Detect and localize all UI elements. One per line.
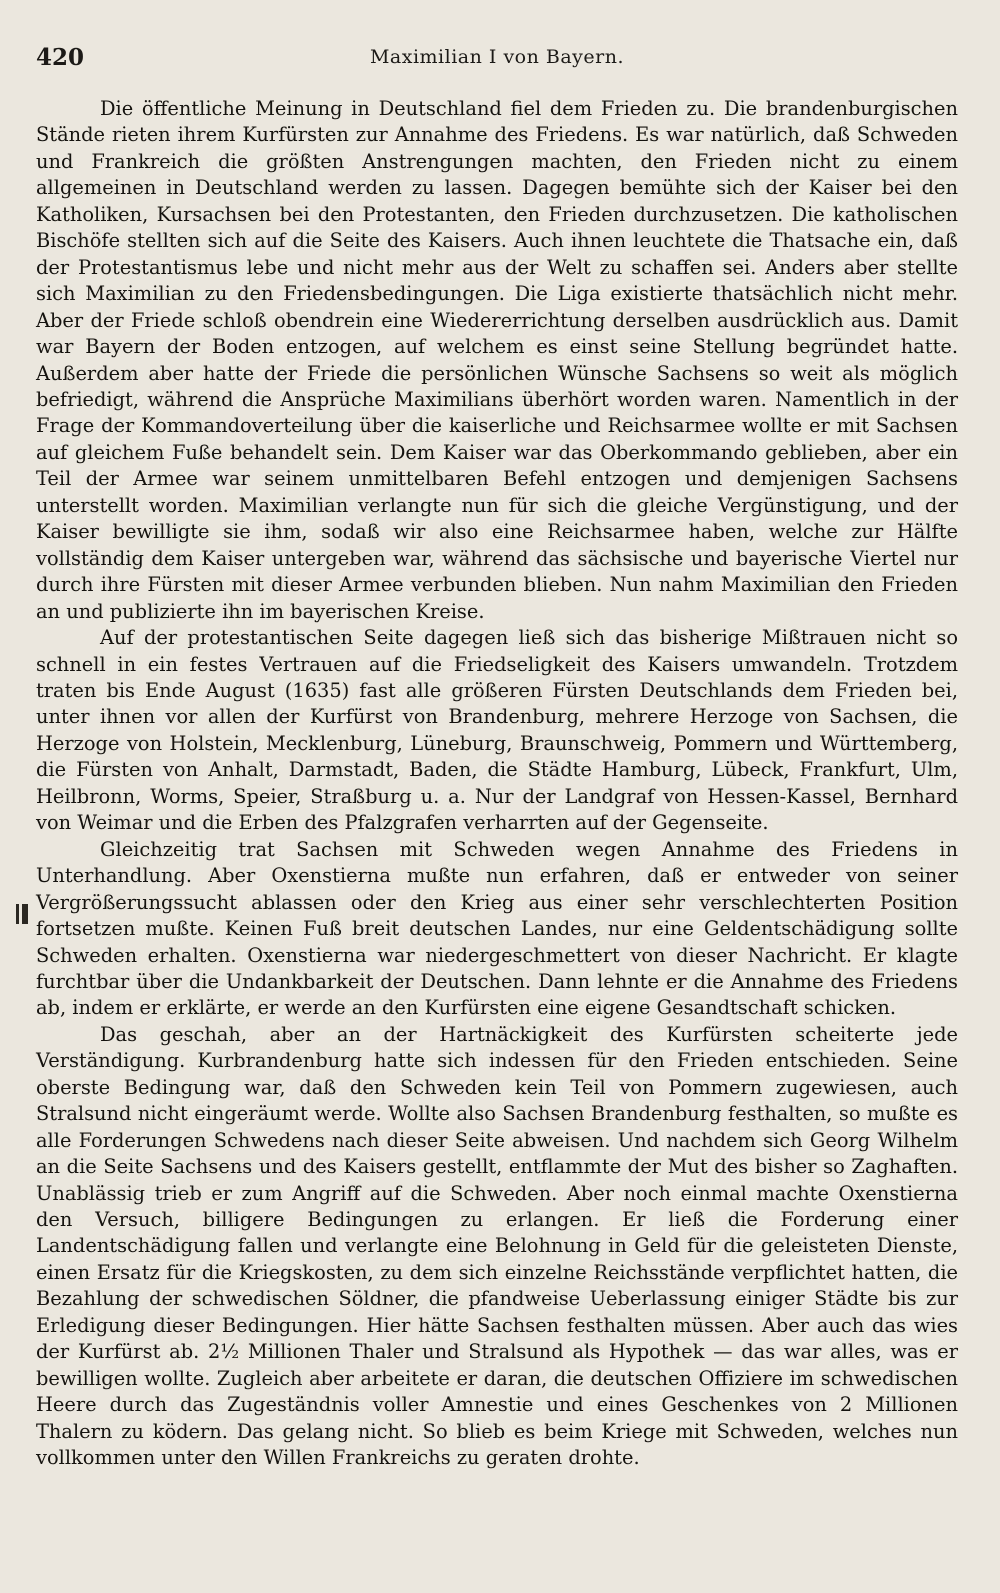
paragraph: Gleichzeitig trat Sachsen mit Schweden wegen Annahme des Friedens in Unterhandlung. Aber Oxenstierna mußte nun erfahren, daß er entweder von seiner Vergrößerungssucht ablassen oder den Krieg aus einer sehr verschlechterten Position fortsetzen mußte. Keinen Fuß breit deutschen Landes, nur eine Geldentschädigung sollte Schweden erhalten. Oxenstierna war niedergeschmettert von dieser Nachricht. Er klagte furchtbar über die Undankbarkeit der Deutschen. Dann lehnte er die Annahme des Friedens ab, indem er erklärte, er werde an den Kurfürsten eine eigene Gesandtschaft schicken.	[36, 837, 958, 1020]
body-text	[36, 96, 958, 1472]
page-header	[30, 44, 964, 78]
margin-mark-icon	[16, 904, 36, 926]
page-number: 420	[36, 44, 85, 71]
running-title: Maximilian I von Bayern.	[369, 46, 625, 68]
paragraph: Auf der protestantischen Seite dagegen ließ sich das bisherige Mißtrauen nicht so schnell in ein festes Vertrauen auf die Friedseligkeit des Kaisers umwandeln. Trotzdem traten bis Ende August (1635) fast alle größeren Fürsten Deutschlands dem Frieden bei, unter ihnen vor allen der Kurfürst von Brandenburg, mehrere Herzoge von Sachsen, die Herzoge von Holstein, Mecklenburg, Lüneburg, Braunschweig, Pommern und Württemberg, die Fürsten von Anhalt, Darmstadt, Baden, die Städte Hamburg, Lübeck, Frankfurt, Ulm, Heilbronn, Worms, Speier, Straßburg u. a. Nur der Landgraf von Hessen-Kassel, Bernhard von Weimar und die Erben des Pfalzgrafen verharrten auf der Gegenseite.	[36, 626, 958, 835]
paragraph: Die öffentliche Meinung in Deutschland fiel dem Frieden zu. Die brandenburgischen Stände rieten ihrem Kurfürsten zur Annahme des Friedens. Es war natürlich, daß Schweden und Frankreich die größten Anstrengungen machten, den Frieden nicht zu einem allgemeinen in Deutschland werden zu lassen. Dagegen bemühte sich der Kaiser bei den Katholiken, Kursachsen bei den Protestanten, den Frieden durchzusetzen. Die katholischen Bischöfe stellten sich auf die Seite des Kaisers. Auch ihnen leuchtete die Thatsache ein, daß der Protestantismus lebe und nicht mehr aus der Welt zu schaffen sei. Anders aber stellte sich Maximilian zu den Friedensbedingungen. Die Liga existierte thatsächlich nicht mehr. Aber der Friede schloß obendrein eine Wiedererrichtung derselben ausdrücklich aus. Damit war Bayern der Boden entzogen, auf welchem es einst seine Stellung begründet hatte. Außerdem aber hatte der Friede die persönlichen Wünsche Sachsens so weit als möglich befriedigt, während die Ansprüche Maximilians überhört worden waren. Namentlich in der Frage der Kommandoverteilung über die kaiserliche und Reichsarmee wollte er mit Sachsen auf gleichem Fuße behandelt sein. Dem Kaiser war das Oberkommando geblieben, aber ein Teil der Armee war seinem unmittelbaren Befehl entzogen und demjenigen Sachsens unterstellt worden. Maximilian verlangte nun für sich die gleiche Vergünstigung, und der Kaiser bewilligte sie ihm, sodaß wir also eine Reichsarmee haben, welche zur Hälfte vollständig dem Kaiser untergeben war, während das sächsische und bayerische Viertel nur durch ihre Fürsten mit dieser Armee verbunden blieben. Nun nahm Maximilian den Frieden an und publizierte ihn im bayerischen Kreise.	[36, 97, 958, 623]
paragraph: Das geschah, aber an der Hartnäckigkeit des Kurfürsten scheiterte jede Verständigung. Kurbrandenburg hatte sich indessen für den Frieden entschieden. Seine oberste Bedingung war, daß den Schweden kein Teil von Pommern zugewiesen, auch Stralsund nicht eingeräumt werde. Wollte also Sachsen Brandenburg festhalten, so mußte es alle Forderungen Schwedens nach dieser Seite abweisen. Und nachdem sich Georg Wilhelm an die Seite Sachsens und des Kaisers gestellt, entflammte der Mut des bisher so Zaghaften. Unablässig trieb er zum Angriff auf die Schweden. Aber noch einmal machte Oxenstierna den Versuch, billigere Bedingungen zu erlangen. Er ließ die Forderung einer Landentschädigung fallen und verlangte eine Belohnung in Geld für die geleisteten Dienste, einen Ersatz für die Kriegskosten, zu dem sich einzelne Reichsstände verpflichtet hatten, die Bezahlung der schwedischen Söldner, die pfandweise Ueberlassung einiger Städte bis zur Erledigung dieser Bedingungen. Hier hätte Sachsen festhalten müssen. Aber auch das wies der Kurfürst ab. 2½ Millionen Thaler und Stralsund als Hypothek — das war alles, was er bewilligen wollte. Zugleich aber arbeitete er daran, die deutschen Offiziere im schwedischen Heere durch das Zugeständnis voller Amnestie und eines Geschenkes von 2 Millionen Thalern zu ködern. Das gelang nicht. So blieb es beim Kriege mit Schweden, welches nun vollkommen unter den Willen Frankreichs zu geraten drohte.	[36, 1022, 958, 1470]
